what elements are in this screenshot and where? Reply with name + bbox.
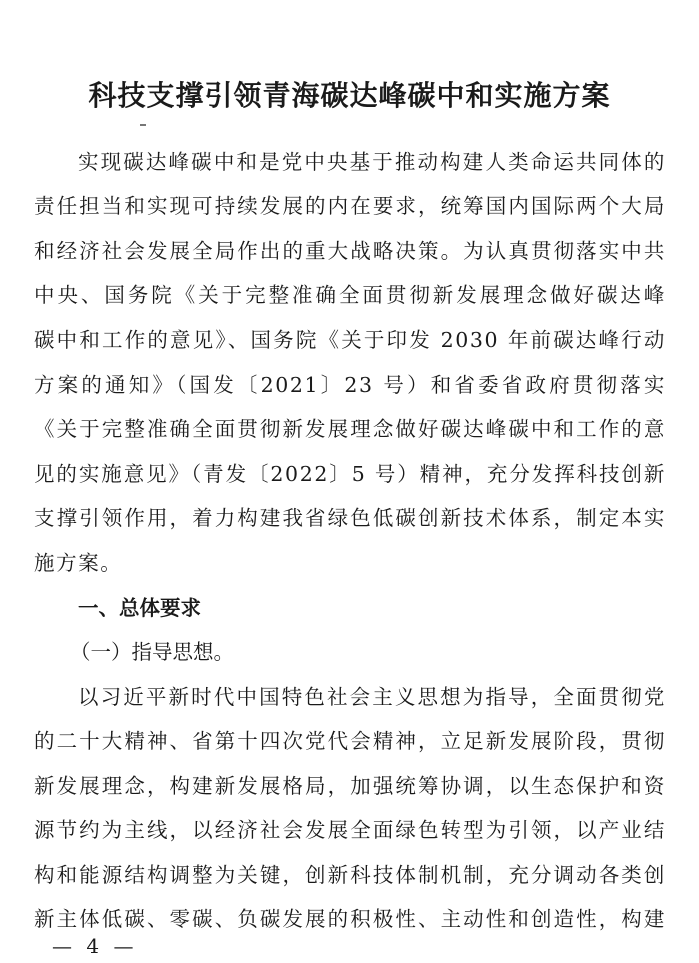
paragraph-line: 以习近平新时代中国特色社会主义思想为指导，全面贯彻党: [78, 685, 666, 709]
paragraph-line: 源节约为主线，以经济社会发展全面绿色转型为引领，以产业结: [34, 818, 666, 842]
paragraph-line: 构和能源结构调整为关键，创新科技体制机制，充分调动各类创: [34, 863, 666, 887]
paragraph-line: 碳中和工作的意见》、国务院《关于印发 2030 年前碳达峰行动: [34, 328, 666, 352]
document-title: 科技支撑引领青海碳达峰碳中和实施方案: [88, 79, 611, 112]
paragraph-line: 中央、国务院《关于完整准确全面贯彻新发展理念做好碳达峰: [34, 283, 666, 307]
scan-mark: [140, 124, 146, 126]
paragraph-line: 的二十大精神、省第十四次党代会精神，立足新发展阶段，贯彻: [34, 729, 666, 753]
paragraph-line: 新发展理念，构建新发展格局，加强统筹协调，以生态保护和资: [34, 774, 666, 798]
paragraph-line: 新主体低碳、零碳、负碳发展的积极性、主动性和创造性，构建: [34, 907, 666, 931]
section-heading: 一、总体要求: [78, 596, 201, 620]
paragraph-line: 方案的通知》（国发〔2021〕23 号）和省委省政府贯彻落实: [34, 373, 666, 397]
paragraph-line: 见的实施意见》（青发〔2022〕5 号）精神，充分发挥科技创新: [34, 462, 666, 486]
paragraph-line: 支撑引领作用，着力构建我省绿色低碳创新技术体系，制定本实: [34, 506, 666, 530]
paragraph-line: 和经济社会发展全局作出的重大战略决策。为认真贯彻落实中共: [34, 239, 666, 263]
page-number: — 4 —: [52, 934, 138, 958]
paragraph-line: 施方案。: [34, 551, 123, 575]
paragraph-line: 实现碳达峰碳中和是党中央基于推动构建人类命运共同体的: [78, 150, 666, 174]
paragraph-line: 责任担当和实现可持续发展的内在要求，统筹国内国际两个大局: [34, 194, 666, 218]
paragraph-line: 《关于完整准确全面贯彻新发展理念做好碳达峰碳中和工作的意: [34, 417, 666, 441]
subsection-heading: （一）指导思想。: [70, 640, 234, 664]
